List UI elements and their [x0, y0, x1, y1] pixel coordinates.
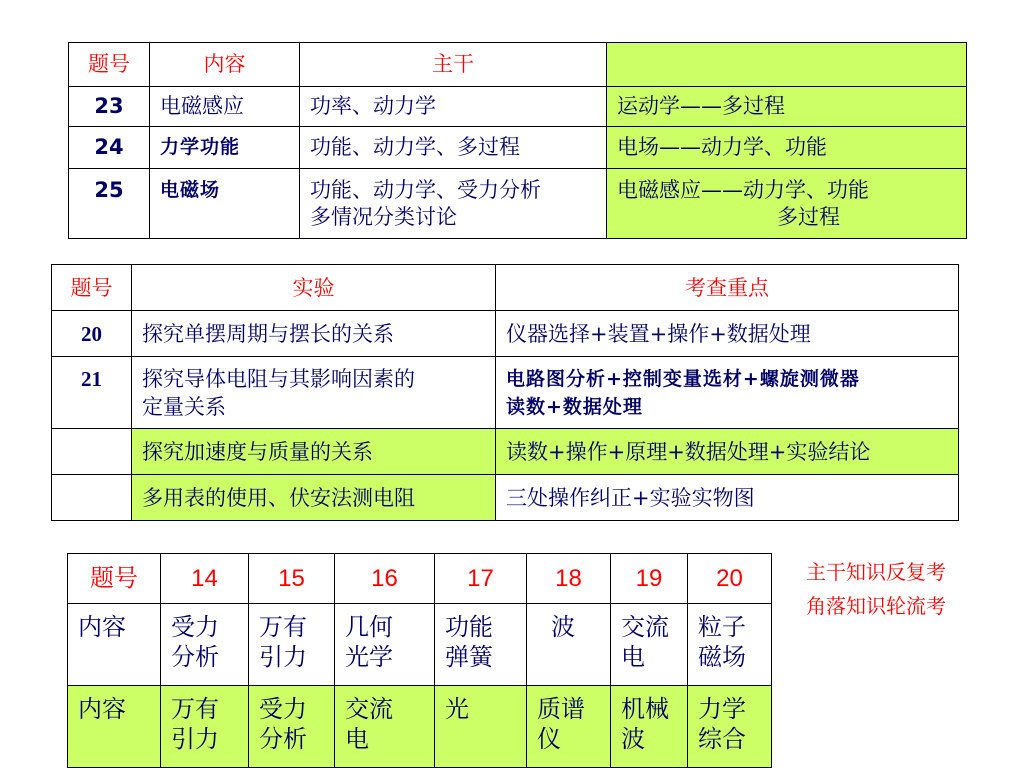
topic-line: 机械: [621, 695, 669, 723]
topic-line: 粒子: [698, 613, 746, 641]
topic-cell: [335, 604, 435, 686]
experiments-table: [51, 264, 959, 521]
question-number-15: 15: [249, 554, 335, 604]
question-content: 电磁感应: [150, 87, 300, 127]
table-row: [69, 87, 967, 127]
topic-line: 仪: [537, 725, 561, 753]
experiment-number: [52, 475, 132, 521]
topic-line: 电: [621, 643, 645, 671]
topic-line: 弹簧: [445, 643, 493, 671]
experiment-number: 21: [52, 357, 132, 429]
topic-line: 交流: [621, 613, 669, 641]
topic-line: 分析: [259, 725, 307, 753]
experiment-focus: 仪器选择+装置+操作+数据处理: [496, 311, 959, 357]
question-content: 力学功能: [150, 127, 300, 169]
topic-cell: [688, 604, 772, 686]
experiment-name-line1: 探究导体电阻与其影响因素的: [142, 366, 415, 391]
topic-line: 万有: [171, 695, 219, 723]
question-main-line1: 功能、动力学、受力分析: [310, 177, 541, 202]
topic-cell: [161, 604, 249, 686]
row-label: 内容: [68, 686, 161, 768]
question-content: 电磁场: [150, 169, 300, 239]
note-line-2: 角落知识轮流考: [806, 594, 946, 618]
topic-cell: [435, 604, 527, 686]
experiment-name: 探究加速度与质量的关系: [132, 429, 496, 475]
experiment-focus-line1: 电路图分析+控制变量选材+螺旋测微器: [506, 367, 860, 390]
question-rotation-table: [67, 553, 772, 768]
topic-line: 光: [445, 695, 469, 723]
question-extra: 电场——动力学、功能: [607, 127, 967, 169]
topic-line: 磁场: [698, 643, 746, 671]
topic-cell: [249, 686, 335, 768]
topic-line: 受力: [259, 695, 307, 723]
topic-line: 力学: [698, 695, 746, 723]
question-main: 功率、动力学: [300, 87, 607, 127]
table3-row-2: [68, 686, 772, 768]
table2-header-num: 题号: [52, 265, 132, 311]
topic-cell: [688, 686, 772, 768]
experiment-focus: 读数+操作+原理+数据处理+实验结论: [496, 429, 959, 475]
topic-cell: [611, 686, 688, 768]
question-main: 功能、动力学、多过程: [300, 127, 607, 169]
topic-line: 电: [345, 725, 369, 753]
table2-header-focus: 考查重点: [496, 265, 959, 311]
question-main: [300, 169, 607, 239]
question-number-17: 17: [435, 554, 527, 604]
topic-line: 波: [551, 613, 575, 641]
table3-header-row: [68, 554, 772, 604]
table-row: [52, 357, 959, 429]
topic-cell: [335, 686, 435, 768]
topic-line: 受力: [171, 613, 219, 641]
topic-line: 质谱: [537, 695, 585, 723]
topic-line: 光学: [345, 643, 393, 671]
question-number: 24: [69, 127, 150, 169]
question-number-19: 19: [611, 554, 688, 604]
experiment-focus-line2: 读数+数据处理: [506, 395, 643, 418]
topic-line: 功能: [445, 613, 493, 641]
experiment-focus: [496, 357, 959, 429]
table3-row-1: [68, 604, 772, 686]
table-row: [52, 475, 959, 521]
table2-header-row: [52, 265, 959, 311]
table-row: [69, 127, 967, 169]
table1-header-main: 主干: [300, 43, 607, 87]
table2-header-experiment: 实验: [132, 265, 496, 311]
question-main-line2: 多情况分类讨论: [310, 204, 457, 229]
experiment-name: [132, 357, 496, 429]
table1-header-row: [69, 43, 967, 87]
topic-cell: [527, 604, 611, 686]
experiment-name: 多用表的使用、伏安法测电阻: [132, 475, 496, 521]
topic-line: 交流: [345, 695, 393, 723]
note-line-1: 主干知识反复考: [806, 560, 946, 584]
exam-topics-table-1: [68, 42, 967, 239]
question-number: 23: [69, 87, 150, 127]
topic-line: 综合: [698, 725, 746, 753]
table1-header-content: 内容: [150, 43, 300, 87]
table-row: [52, 429, 959, 475]
experiment-focus: 三处操作纠正+实验实物图: [496, 475, 959, 521]
table1-header-num: 题号: [69, 43, 150, 87]
experiment-name: 探究单摆周期与摆长的关系: [132, 311, 496, 357]
question-number-20: 20: [688, 554, 772, 604]
table1-header-extra: [607, 43, 967, 87]
topic-line: 引力: [259, 643, 307, 671]
experiment-number: 20: [52, 311, 132, 357]
table-row: [69, 169, 967, 239]
table-row: [52, 311, 959, 357]
topic-cell: [249, 604, 335, 686]
topic-line: 引力: [171, 725, 219, 753]
question-number-16: 16: [335, 554, 435, 604]
table3-header-label: 题号: [68, 554, 161, 604]
topic-line: 波: [621, 725, 645, 753]
experiment-number: [52, 429, 132, 475]
question-number: 25: [69, 169, 150, 239]
topic-line: 万有: [259, 613, 307, 641]
topic-cell: [161, 686, 249, 768]
topic-cell: [527, 686, 611, 768]
row-label: 内容: [68, 604, 161, 686]
topic-cell: [611, 604, 688, 686]
question-extra: [607, 169, 967, 239]
topic-line: 几何: [345, 613, 393, 641]
question-number-14: 14: [161, 554, 249, 604]
question-extra-line1: 电磁感应——动力学、功能: [617, 177, 869, 202]
experiment-name-line2: 定量关系: [142, 394, 226, 419]
topic-cell: [435, 686, 527, 768]
question-extra: 运动学——多过程: [607, 87, 967, 127]
topic-line: 分析: [171, 643, 219, 671]
question-number-18: 18: [527, 554, 611, 604]
question-extra-line2: 多过程: [777, 204, 840, 229]
